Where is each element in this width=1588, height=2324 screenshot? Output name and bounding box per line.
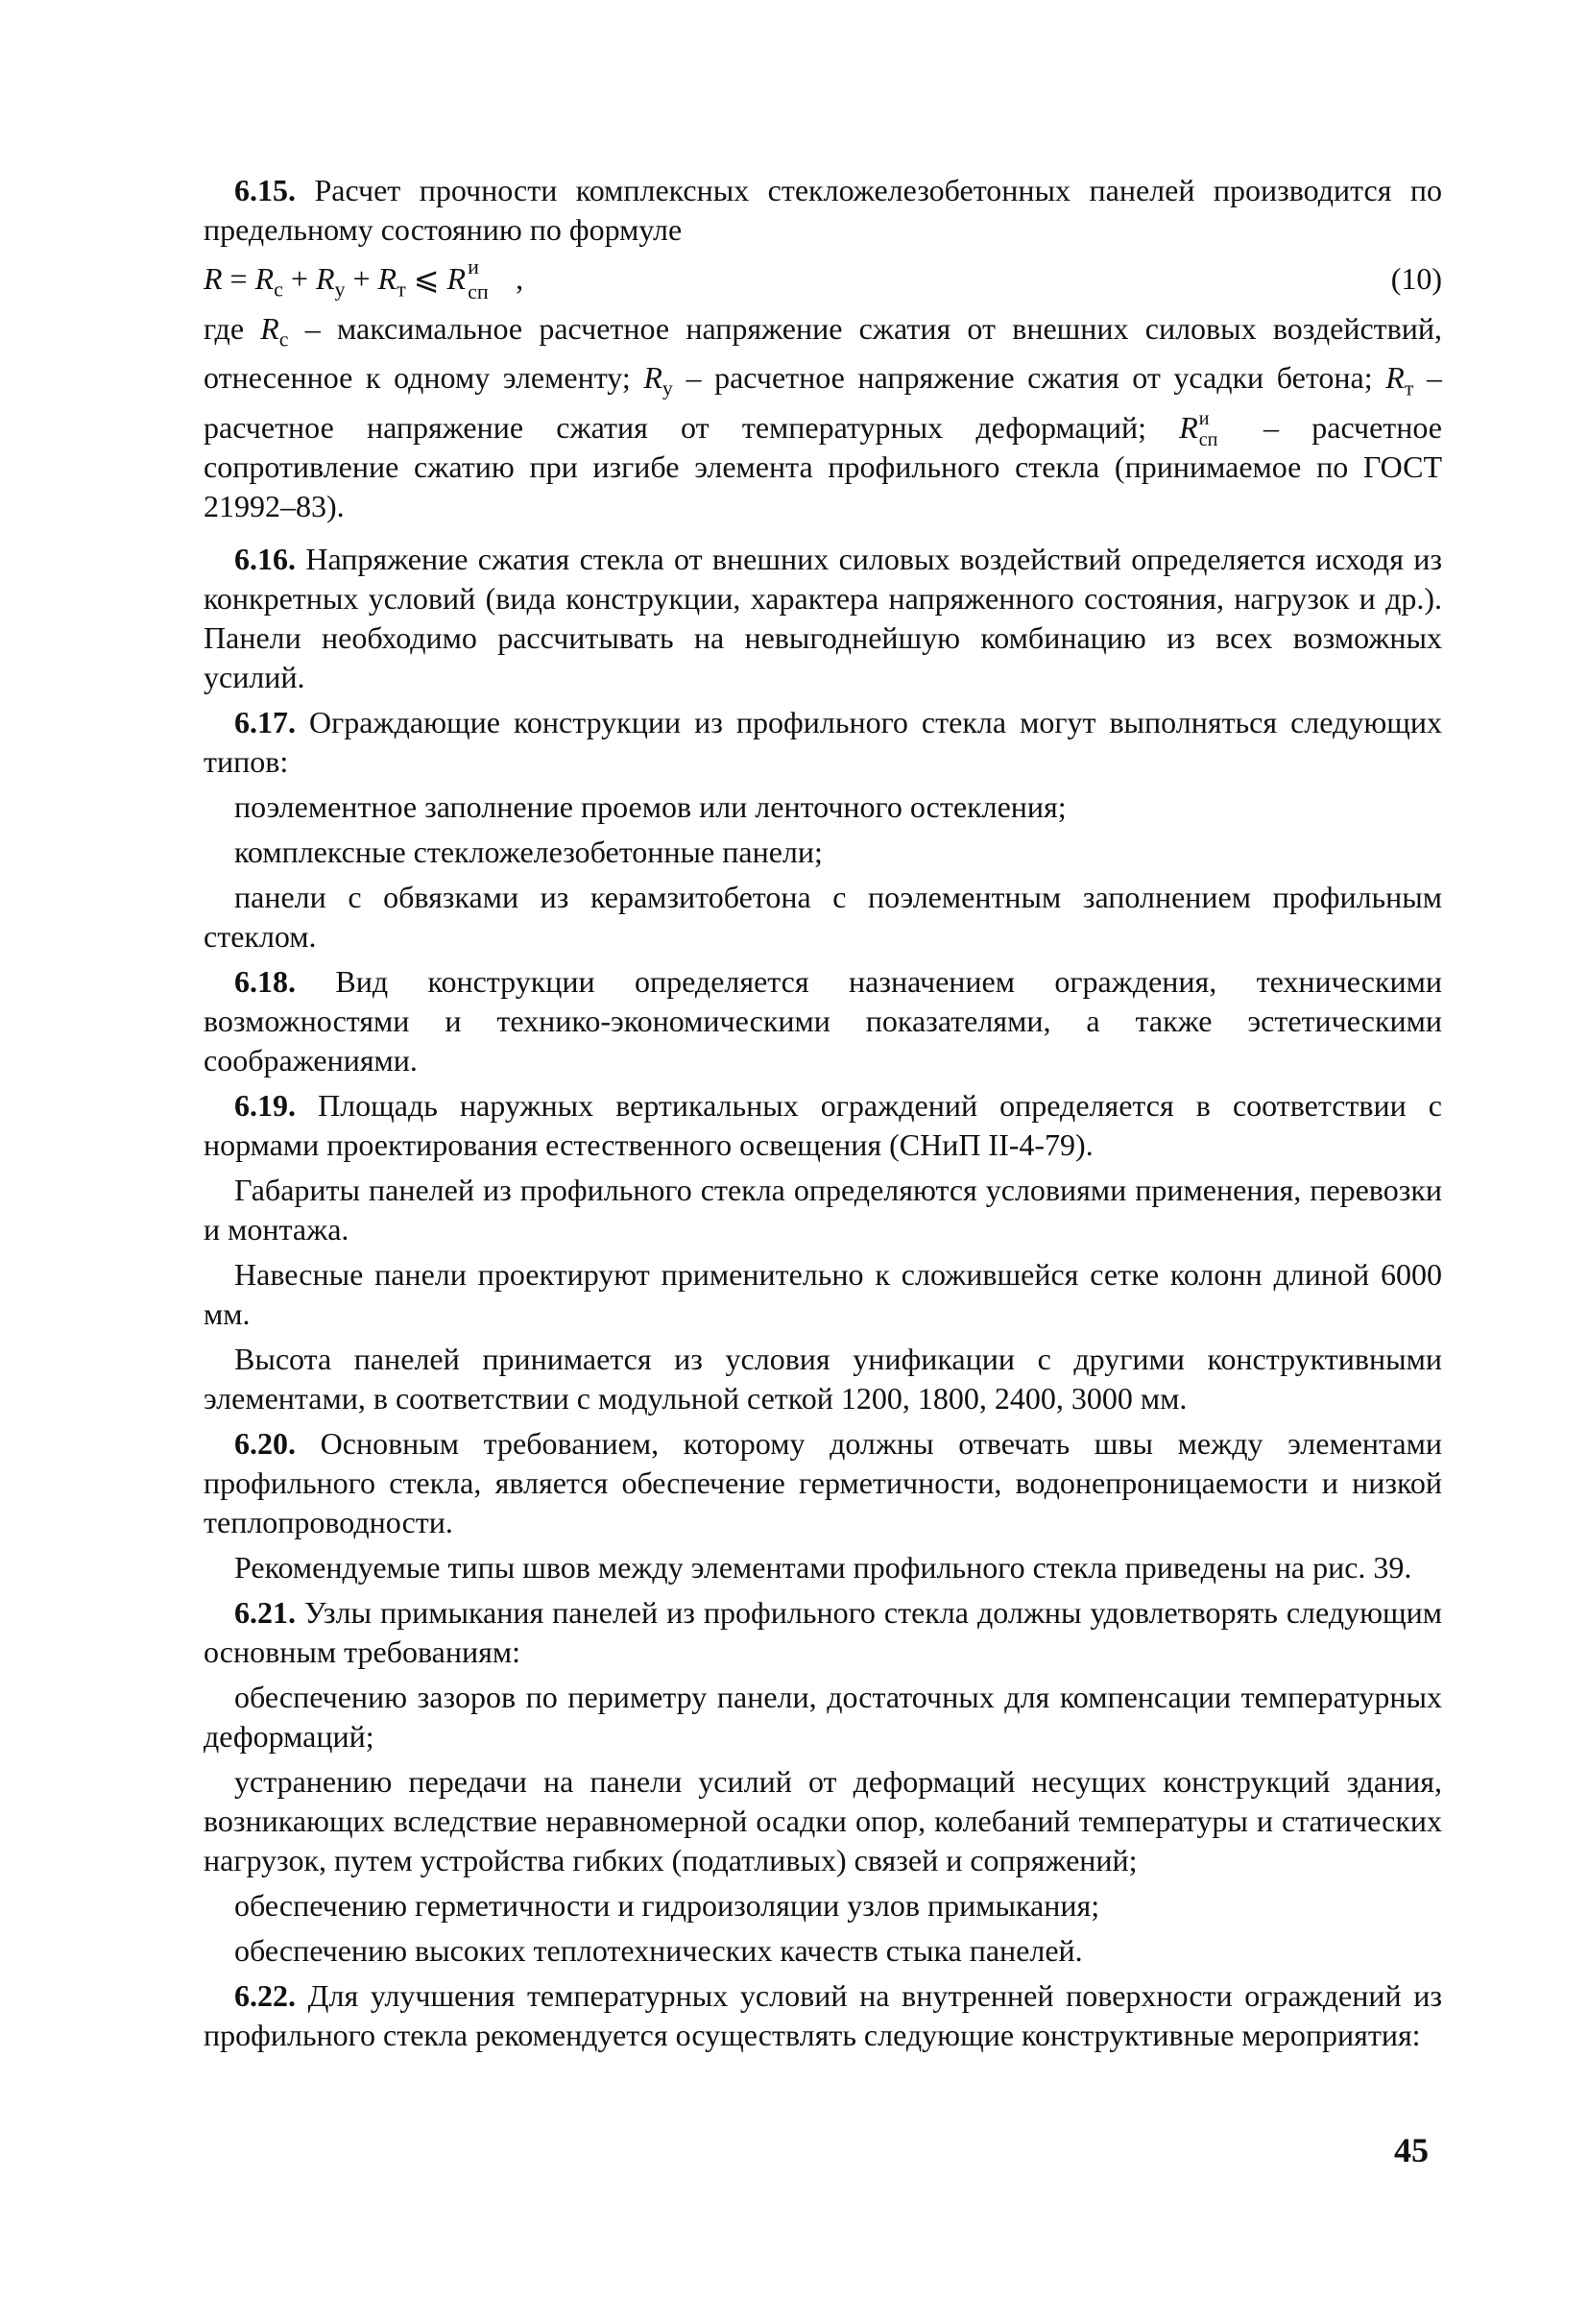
paragraph: Габариты панелей из профильного стекла определяются условиями применения, перевозки и монтажа. bbox=[204, 1172, 1442, 1247]
section-6-15 bbox=[204, 171, 1442, 250]
section-number: 6.20. bbox=[234, 1425, 296, 1461]
section-text: Площадь наружных вертикальных ограждений определяется в соответствии с нормами проектирования естественного освещения (СНиП II-4-79). bbox=[204, 1087, 1443, 1162]
list-item: обеспечению зазоров по периметру панели, достаточных для компенсации температурных деформаций; bbox=[204, 1679, 1442, 1754]
section-number: 6.17. bbox=[234, 704, 296, 739]
list-item: обеспечению герметичности и гидроизоляции узлов примыкания; bbox=[234, 1887, 1100, 1923]
section-text: Ограждающие конструкции из профильного стекла могут выполняться следующих типов: bbox=[204, 704, 1443, 779]
section-number: 6.19. bbox=[234, 1087, 296, 1123]
formula-10 bbox=[204, 255, 1442, 305]
page-number: 45 bbox=[1394, 2131, 1429, 2169]
section-number: 6.21. bbox=[234, 1594, 296, 1630]
section-text: Вид конструкции определяется назначением ограждения, техническими возможностями и технико-экономическими показателями, а также эстетическими соображениями. bbox=[204, 963, 1443, 1077]
section-6-18 bbox=[204, 962, 1442, 1080]
section-text: Узлы примыкания панелей из профильного стекла должны удовлетворять следующим основным требованиям: bbox=[204, 1594, 1443, 1669]
equation-number: (10) bbox=[1390, 261, 1442, 296]
section-text: Для улучшения температурных условий на внутренней поверхности ограждений из профильного стекла рекомендуется осуществлять следующие конструктивные мероприятия: bbox=[204, 1977, 1443, 2052]
section-number: 6.18. bbox=[234, 963, 296, 999]
formula-expression: $R = R_с + R_у + R_т$ ⩽ R и сп , bbox=[204, 254, 524, 303]
paragraph: Рекомендуемые типы швов между элементами профильного стекла приведены на рис. 39. bbox=[234, 1549, 1412, 1585]
section-6-19 bbox=[204, 1086, 1442, 1165]
list-item: поэлементное заполнение проемов или ленточного остекления; bbox=[234, 788, 1067, 824]
paragraph: Высота панелей принимается из условия унификации с другими конструктивными элементами, в соответствии с модульной сеткой 1200, 1800, 2400, 3000 мм. bbox=[204, 1341, 1442, 1416]
section-number: 6.15. bbox=[234, 173, 296, 207]
section-number: 6.16. bbox=[234, 541, 296, 576]
section-6-20 bbox=[204, 1424, 1442, 1542]
list-item: устранению передачи на панели усилий от деформаций несущих конструкций здания, возникающих вследствие неравномерной осадки опор, колебаний температуры и статических нагрузок, путем устройства гибких (податливых) связей и сопряжений; bbox=[204, 1763, 1442, 1877]
section-number: 6.22. bbox=[234, 1977, 296, 2013]
list-item: обеспечению высоких теплотехнических качеств стыка панелей. bbox=[234, 1932, 1083, 1968]
section-text: Расчет прочности комплексных стекложелезобетонных панелей производится по предельному состоянию по формуле bbox=[204, 173, 1442, 247]
section-6-21 bbox=[204, 1593, 1442, 1672]
section-6-17 bbox=[204, 703, 1442, 782]
page-body bbox=[204, 171, 1442, 2061]
section-6-16 bbox=[204, 540, 1442, 697]
list-item: панели с обвязками из керамзитобетона с поэлементным заполнением профильным стеклом. bbox=[204, 879, 1442, 954]
section-6-22 bbox=[204, 1976, 1442, 2055]
section-text: Основным требованием, которому должны отвечать швы между элементами профильного стекла, является обеспечение герметичности, водонепроницаемости и низкой теплопроводности. bbox=[204, 1425, 1443, 1539]
section-text: Напряжение сжатия стекла от внешних силовых воздействий определяется исходя из конкретных условий (вида конструкции, характера напряженного состояния, нагрузок и др.). Панели необходимо рассчитывать на невыгоднейшую комбинацию из всех возможных усилий. bbox=[204, 541, 1442, 694]
formula-legend: где $R_с$ – максимальное расчетное напряжение сжатия от внешних силовых воздействий, отнесенное к одному элементу; $R_у$ – расчетное напряжение сжатия от усадки бетона; $R_т$ – расчетное напряжение сжатия от температурных деформаций; R и сп – расчетное сопротивление сжатию при изгибе элемента профильного стекла (принимаемое по ГОСТ 21992–83). bbox=[204, 311, 1443, 523]
paragraph: Навесные панели проектируют применительно к сложившейся сетке колонн длиной 6000 мм. bbox=[204, 1256, 1442, 1331]
list-item: комплексные стекложелезобетонные панели; bbox=[234, 834, 823, 869]
